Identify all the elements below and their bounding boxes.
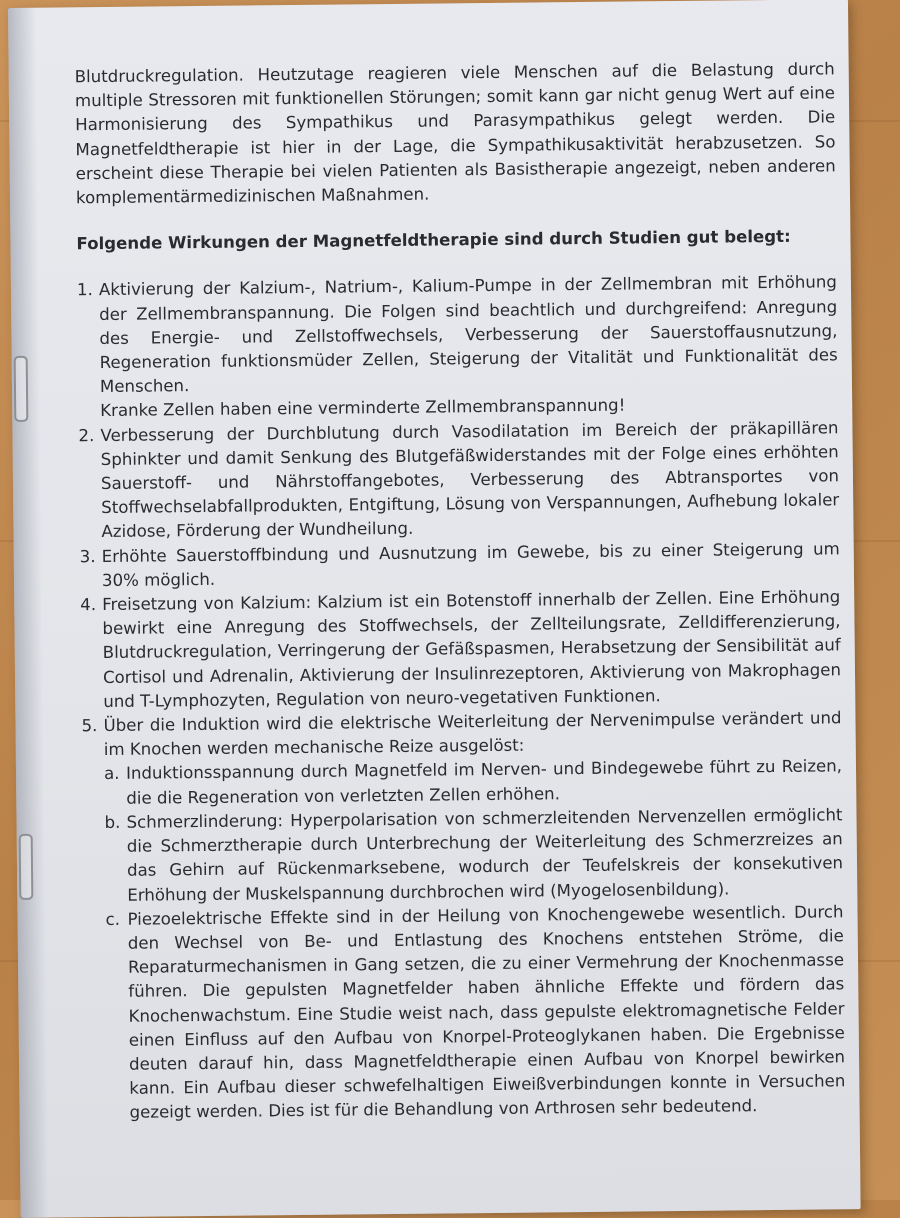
- document-page: [8, 0, 861, 1218]
- sub-list-item: [105, 900, 845, 1126]
- item-text: Über die Induktion wird die elektrische Weiterleitung der Nervenimpulse verändert und im Knochen werden mechanische Reize ausgelöst:: [103, 708, 842, 760]
- item-number: 4.: [80, 595, 97, 615]
- item-note: Kranke Zellen haben eine verminderte Zellmembranspannung!: [100, 395, 626, 421]
- item-number: 3.: [79, 546, 96, 566]
- sub-list: [104, 755, 846, 1126]
- sub-item-letter: c.: [105, 909, 121, 929]
- item-number: 2.: [78, 425, 95, 445]
- section-heading: Folgende Wirkungen der Magnetfeldtherapie sind durch Studien gut belegt:: [76, 227, 791, 254]
- effects-list: [77, 271, 846, 1126]
- staple-top: [14, 356, 29, 422]
- list-item: [77, 271, 838, 424]
- sub-item-letter: b.: [104, 812, 121, 832]
- staple-bottom: [19, 834, 34, 900]
- item-number: 5.: [81, 716, 98, 736]
- list-item: [78, 416, 839, 545]
- list-item: [80, 537, 840, 593]
- sub-item-text: Induktionsspannung durch Magnetfeld im Nerven- und Bindegewebe führt zu Reizen, die die Regeneration von verletzten Zellen erhöhen.: [125, 756, 843, 808]
- item-number: 1.: [76, 280, 93, 300]
- list-item: [81, 706, 845, 1125]
- sub-item-text: Piezoelektrische Effekte sind in der Heilung von Knochengewebe wesentlich. Durch den Wechsel von Be- und Entlastung des Knochens entstehen Ströme, die Reparaturmechanismen in Gang setzen, die zu einer Vermehrung der Knochenmasse führen. Die gepulsten Magnetfelder haben ähnliche Effekte und fördern das Knochenwachstum. Eine Studie weist nach, dass gepulste elektromagnetische Felder einen Einfluss auf den Aufbau von Knorpel-Proteoglykanen haben. Die Ergebnisse deuten darauf hin, dass Magnetfeldtherapie einen Aufbau von Knorpel bewirken kann. Ein Aufbau dieser schwefelhaltigen Eiweißverbindungen konnte in Versuchen gezeigt werden. Dies ist für die Behandlung von Arthrosen sehr bedeutend.: [127, 902, 846, 1123]
- sub-list-item: [104, 755, 842, 811]
- sub-item-letter: a.: [103, 764, 120, 784]
- sub-item-text: Schmerzlinderung: Hyperpolarisation von schmerzleitenden Nervenzellen ermöglicht die Schmerztherapie durch Unterbrechung der Weiterleitung des Schmerzreizes an das Gehirn auf Rückenmarksebene, wodurch der Teufelskreis der konsekutiven Erhöhung der Muskelspannung durchbrochen wird (Myogelosenbildung).: [126, 805, 844, 905]
- item-text: Freisetzung von Kalzium: Kalzium ist ein Botenstoff innerhalb der Zellen. Eine Erhöhung bewirkt eine Anregung des Stoffwechsels, der Zellteilungsrate, Zelldifferenzierung, Blutdruckregulation, Verringerung der Gefäßspasmen, Herabsetzung der Sensibilität auf Cortisol und Adrenalin, Aktivierung der Insulinrezeptoren, Aktivierung von Makrophagen und T-Lymphozyten, Regulation von neuro-vegetativen Funktionen.: [102, 587, 842, 711]
- list-item: [80, 585, 841, 714]
- intro-paragraph: Blutdruckregulation. Heutzutage reagieren viele Menschen auf die Belastung durch multiple Stressoren mit funktionellen Störungen; somit kann gar nicht genug Wert auf eine Harmonisierung des Sympathikus und Parasympathikus gelegt werden. Die Magnetfeldtherapie ist hier in der Lage, die Sympathikusaktivität herabzusetzen. So erscheint diese Therapie bei vielen Patienten als Basistherapie angezeigt, neben anderen komplementärmedizinischen Maßnahmen.: [74, 59, 836, 208]
- sub-list-item: [104, 803, 843, 908]
- item-text: Aktivierung der Kalzium-, Natrium-, Kalium-Pumpe in der Zellmembran mit Erhöhung der Zellmembranspannung. Die Folgen sind beachtlich und durchgreifend: Anregung des Energie- und Zellstoffwechsels, Verbesserung der Sauerstoffausnutzung, Regeneration funktionsmüder Zellen, Steigerung der Vitalität und Funktionalität des Menschen.: [98, 272, 838, 397]
- item-text: Verbesserung der Durchblutung durch Vasodilatation im Bereich der präkapillären Sphinkter und damit Senkung des Blutgefäßwiderstandes mit der Folge eines erhöhten Sauerstoff- und Nährstoffangebotes, Verbesserung des Abtransportes von Stoffwechselabfallprodukten, Entgiftung, Lösung von Verspannungen, Aufhebung lokaler Azidose, Förderung der Wundheilung.: [100, 417, 840, 542]
- item-text: Erhöhte Sauerstoffbindung und Ausnutzung im Gewebe, bis zu einer Steigerung um 30% möglich.: [101, 538, 840, 590]
- document-text: [75, 57, 846, 1125]
